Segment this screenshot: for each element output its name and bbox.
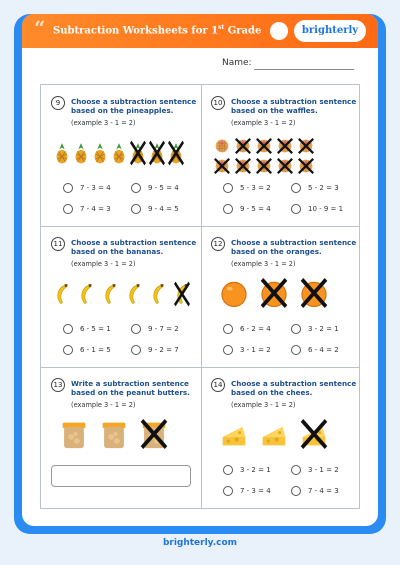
problem-question: Choose a subtraction sentence based on the pineapples. xyxy=(71,97,197,115)
pineapple-icon xyxy=(148,139,166,167)
name-label: Name: xyxy=(222,58,252,68)
pineapple-icon xyxy=(53,139,71,167)
problem-example: (example 3 - 1 = 2) xyxy=(71,119,136,127)
waffle-icon xyxy=(297,137,315,155)
radio-circle[interactable] xyxy=(131,324,141,334)
cheese-icon xyxy=(219,417,249,451)
problem-items xyxy=(49,276,195,316)
radio-circle[interactable] xyxy=(63,345,73,355)
title-main: Subtraction Worksheets for 1 xyxy=(53,25,219,37)
problem-number: 9 xyxy=(51,96,65,110)
answer-text: 7 - 4 = 3 xyxy=(80,205,111,213)
footer-url[interactable]: brighterly.com xyxy=(162,538,238,548)
radio-circle[interactable] xyxy=(291,183,301,193)
cheese-icon xyxy=(259,417,289,451)
header-circle xyxy=(270,22,288,40)
cross-mark-icon xyxy=(276,137,294,155)
answer-text: 7 - 3 = 4 xyxy=(80,184,111,192)
waffle-icon xyxy=(255,137,273,155)
cross-mark-icon xyxy=(297,157,315,175)
pineapple-icon xyxy=(129,139,147,167)
waffle-icon xyxy=(276,157,294,175)
radio-circle[interactable] xyxy=(291,324,301,334)
problem-items xyxy=(209,276,355,316)
banana-icon xyxy=(149,280,167,308)
waffle-icon xyxy=(297,157,315,175)
radio-circle[interactable] xyxy=(223,486,233,496)
cross-mark-icon xyxy=(299,276,329,310)
problem-13 xyxy=(41,367,201,508)
cross-mark-icon xyxy=(299,417,329,451)
cross-mark-icon xyxy=(255,137,273,155)
problem-grid xyxy=(40,84,360,509)
answer-option[interactable] xyxy=(223,204,271,214)
cross-mark-icon xyxy=(173,280,191,308)
cross-mark-icon xyxy=(167,139,185,167)
orange-icon xyxy=(299,276,329,310)
cross-mark-icon xyxy=(129,139,147,167)
radio-circle[interactable] xyxy=(131,204,141,214)
banana-icon xyxy=(173,280,191,308)
problem-question: Choose a subtraction sentence based on the bananas. xyxy=(71,238,197,256)
problem-question: Choose a subtraction sentence based on the chees. xyxy=(231,379,357,397)
answer-option[interactable] xyxy=(131,324,179,334)
problem-example: (example 3 - 1 = 2) xyxy=(231,119,296,127)
answer-option[interactable] xyxy=(223,345,271,355)
radio-circle[interactable] xyxy=(291,345,301,355)
name-field[interactable] xyxy=(254,69,354,70)
answer-text: 3 - 1 = 2 xyxy=(308,466,339,474)
answer-text: 10 - 9 = 1 xyxy=(308,205,344,213)
answer-option[interactable] xyxy=(223,486,271,496)
cross-mark-icon xyxy=(276,157,294,175)
banana-icon xyxy=(101,280,119,308)
answer-text: 6 - 1 = 5 xyxy=(80,346,111,354)
problem-question: Choose a subtraction sentence based on the waffles. xyxy=(231,97,357,115)
banana-icon xyxy=(125,280,143,308)
banana-icon xyxy=(77,280,95,308)
worksheet-header xyxy=(22,14,378,48)
answer-input-box[interactable] xyxy=(51,465,191,487)
problem-example: (example 3 - 1 = 2) xyxy=(71,401,136,409)
answer-text: 9 - 2 = 7 xyxy=(148,346,179,354)
problem-number: 13 xyxy=(51,378,65,392)
answer-option[interactable] xyxy=(63,324,111,334)
problem-items xyxy=(49,417,195,457)
answer-text: 9 - 4 = 5 xyxy=(148,205,179,213)
cross-mark-icon xyxy=(139,417,169,451)
waffle-icon xyxy=(213,137,231,155)
answer-option[interactable] xyxy=(223,324,271,334)
cross-mark-icon xyxy=(213,157,231,175)
orange-icon xyxy=(219,276,249,310)
problem-items xyxy=(209,135,355,175)
answer-text: 9 - 7 = 2 xyxy=(148,325,179,333)
cross-mark-icon xyxy=(234,137,252,155)
worksheet-title xyxy=(53,24,261,36)
answer-text: 6 - 2 = 4 xyxy=(240,325,271,333)
answer-text: 7 - 3 = 4 xyxy=(240,487,271,495)
answer-option[interactable] xyxy=(291,465,339,475)
peanut-butter-icon xyxy=(59,417,89,451)
answer-option[interactable] xyxy=(131,345,179,355)
cheese-icon xyxy=(299,417,329,451)
answer-text: 3 - 1 = 2 xyxy=(240,346,271,354)
problem-items xyxy=(49,135,195,175)
problem-14 xyxy=(201,367,361,508)
answer-text: 3 - 2 = 1 xyxy=(240,466,271,474)
problem-12 xyxy=(201,226,361,367)
problem-example: (example 3 - 1 = 2) xyxy=(231,401,296,409)
answer-text: 6 - 5 = 1 xyxy=(80,325,111,333)
problem-9 xyxy=(41,85,201,226)
waffle-icon xyxy=(213,157,231,175)
answer-text: 5 - 2 = 3 xyxy=(308,184,339,192)
cross-mark-icon xyxy=(234,157,252,175)
answer-option[interactable] xyxy=(63,345,111,355)
title-sup: st xyxy=(218,24,225,31)
radio-circle[interactable] xyxy=(223,183,233,193)
answer-text: 9 - 5 = 4 xyxy=(240,205,271,213)
radio-circle[interactable] xyxy=(63,183,73,193)
title-end: Grade xyxy=(224,25,262,37)
pineapple-icon xyxy=(167,139,185,167)
answer-option[interactable] xyxy=(291,324,339,334)
peanut-butter-icon xyxy=(139,417,169,451)
waffle-icon xyxy=(276,137,294,155)
radio-circle[interactable] xyxy=(291,204,301,214)
answer-option[interactable] xyxy=(63,204,111,214)
problem-number: 11 xyxy=(51,237,65,251)
radio-circle[interactable] xyxy=(223,345,233,355)
radio-circle[interactable] xyxy=(131,345,141,355)
waffle-icon xyxy=(234,137,252,155)
answer-text: 5 - 3 = 2 xyxy=(240,184,271,192)
answer-option[interactable] xyxy=(291,183,339,193)
answer-option[interactable] xyxy=(291,204,343,214)
answer-option[interactable] xyxy=(131,183,179,193)
answer-text: 7 - 4 = 3 xyxy=(308,487,339,495)
radio-circle[interactable] xyxy=(223,465,233,475)
answer-option[interactable] xyxy=(291,486,339,496)
pineapple-icon xyxy=(72,139,90,167)
worksheet xyxy=(22,14,378,526)
problem-question: Choose a subtraction sentence based on the oranges. xyxy=(231,238,357,256)
answer-option[interactable] xyxy=(63,183,111,193)
problem-question: Write a subtraction sentence based on the peanut butters. xyxy=(71,379,190,397)
problem-number: 10 xyxy=(211,96,225,110)
banana-icon xyxy=(53,280,71,308)
radio-circle[interactable] xyxy=(291,486,301,496)
problem-10 xyxy=(201,85,361,226)
radio-circle[interactable] xyxy=(223,324,233,334)
problem-example: (example 3 - 1 = 2) xyxy=(71,260,136,268)
peanut-butter-icon xyxy=(99,417,129,451)
orange-icon xyxy=(259,276,289,310)
answer-option[interactable] xyxy=(291,345,339,355)
answer-text: 6 - 4 = 2 xyxy=(308,346,339,354)
quote-icon: “ xyxy=(34,16,46,40)
answer-text: 3 - 2 = 1 xyxy=(308,325,339,333)
answer-option[interactable] xyxy=(223,465,271,475)
pineapple-icon xyxy=(91,139,109,167)
problem-number: 12 xyxy=(211,237,225,251)
radio-circle[interactable] xyxy=(63,204,73,214)
cross-mark-icon xyxy=(259,276,289,310)
radio-circle[interactable] xyxy=(63,324,73,334)
pineapple-icon xyxy=(110,139,128,167)
radio-circle[interactable] xyxy=(131,183,141,193)
waffle-icon xyxy=(255,157,273,175)
answer-text: 9 - 5 = 4 xyxy=(148,184,179,192)
problem-number: 14 xyxy=(211,378,225,392)
problem-items xyxy=(209,417,355,457)
brand-logo: brighterly xyxy=(294,20,366,42)
radio-circle[interactable] xyxy=(223,204,233,214)
answer-option[interactable] xyxy=(223,183,271,193)
radio-circle[interactable] xyxy=(291,465,301,475)
cross-mark-icon xyxy=(148,139,166,167)
answer-option[interactable] xyxy=(131,204,179,214)
problem-example: (example 3 - 1 = 2) xyxy=(231,260,296,268)
cross-mark-icon xyxy=(297,137,315,155)
cross-mark-icon xyxy=(255,157,273,175)
waffle-icon xyxy=(234,157,252,175)
problem-11 xyxy=(41,226,201,367)
